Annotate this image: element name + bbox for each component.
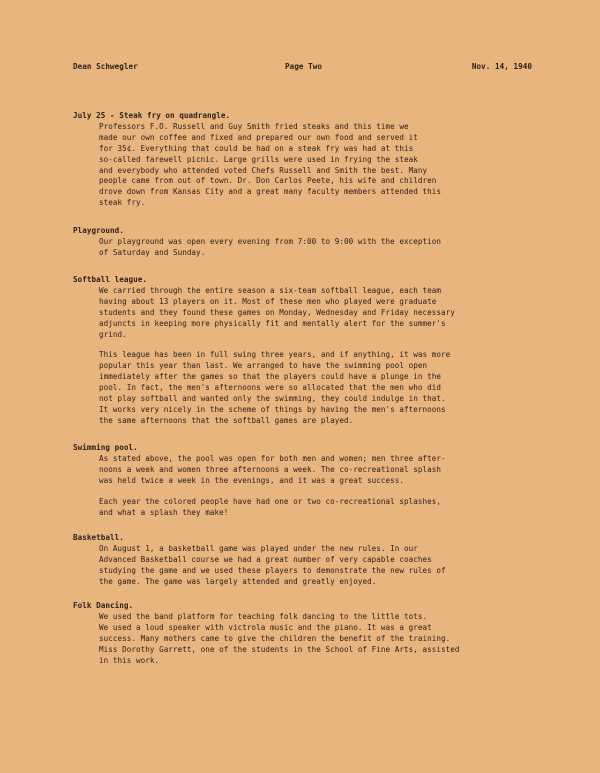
section-body-softball-1: We carried through the entire season a six-team softball league, each team having about 13 players on it. Most of these men who played were graduate students and they found these games on Monday, Wednesday and Friday necessary adjuncts in keeping more physically fit and mentally alert for the summer's grind. [99, 285, 455, 339]
section-body-playground: Our playground was open every evening from 7:00 to 9:00 with the exception of Saturday and Sunday. [99, 236, 442, 257]
section-softball [73, 275, 543, 427]
section-body-steak-fry: Professors F.O. Russell and Guy Smith fried steaks and this time we made our own coffee and fixed and prepared our own food and served it for 35¢. Everything that could be had on a steak fry was had at this so-called farewell picnic. Large grills were used in frying the steak and everybody who attended voted Chefs Russell and Smith the best. Many people came from out of town. Dr. Don Carlos Peete, his wife and children drove down from Kansas City and a great many faculty members attended this steak fry. [99, 121, 442, 208]
letter-header [73, 62, 532, 74]
section-title-folk-dancing: Folk Dancing. [73, 601, 134, 610]
section-title-softball: Softball league. [73, 275, 147, 284]
section-title-playground: Playground. [73, 226, 124, 235]
section-title-swimming: Swimming pool. [73, 443, 138, 452]
section-body-folk-dancing: We used the band platform for teaching folk dancing to the little tots. We used a loud speaker with victrola music and the piano. It was a great success. Many mothers came to give the children the benefit of the training. Miss Dorothy Garrett, one of the students in the School of Fine Arts, assisted in this work. [99, 611, 460, 665]
header-recipient: Dean Schwegler [73, 62, 138, 71]
section-title-basketball: Basketball. [73, 533, 124, 542]
section-body-swimming-1: As stated above, the pool was open for both men and women; men three after- noons a week and women three afternoons a week. The co-recreational splash was held twice a week in the evenings, and it was a great success. [99, 453, 446, 485]
section-steak-fry [73, 111, 543, 209]
section-title-steak-fry: July 25 - Steak fry on quadrangle. [73, 111, 231, 120]
header-page-number: Page Two [285, 62, 322, 71]
section-body-swimming-2: Each year the colored people have had one or two co-recreational splashes, and what a splash they make! [99, 496, 442, 517]
paragraph-gap [73, 340, 543, 350]
section-playground [73, 226, 543, 259]
section-swimming [73, 443, 543, 518]
header-date: Nov. 14, 1940 [471, 62, 532, 71]
section-folk-dancing [73, 601, 543, 666]
section-basketball [73, 533, 543, 588]
section-body-softball-2: This league has been in full swing three years, and if anything, it was more popular this year than last. We arranged to have the swimming pool open immediately after the games so that the players could have a plunge in the pool. In fact, the men's afternoons were so allocated that the men who did not play softball and wanted only the swimming, they could indulge in that. It works very nicely in the scheme of things by having the men's afternoons the same afternoons that the softball games are played. [99, 350, 451, 425]
section-body-basketball: On August 1, a basketball game was played under the new rules. In our Advanced Basketball course we had a great number of very capable coaches studying the game and we used these players to demonstrate the new rules of the game. The game was largely attended and greatly enjoyed. [99, 543, 446, 586]
paragraph-gap [73, 487, 543, 497]
